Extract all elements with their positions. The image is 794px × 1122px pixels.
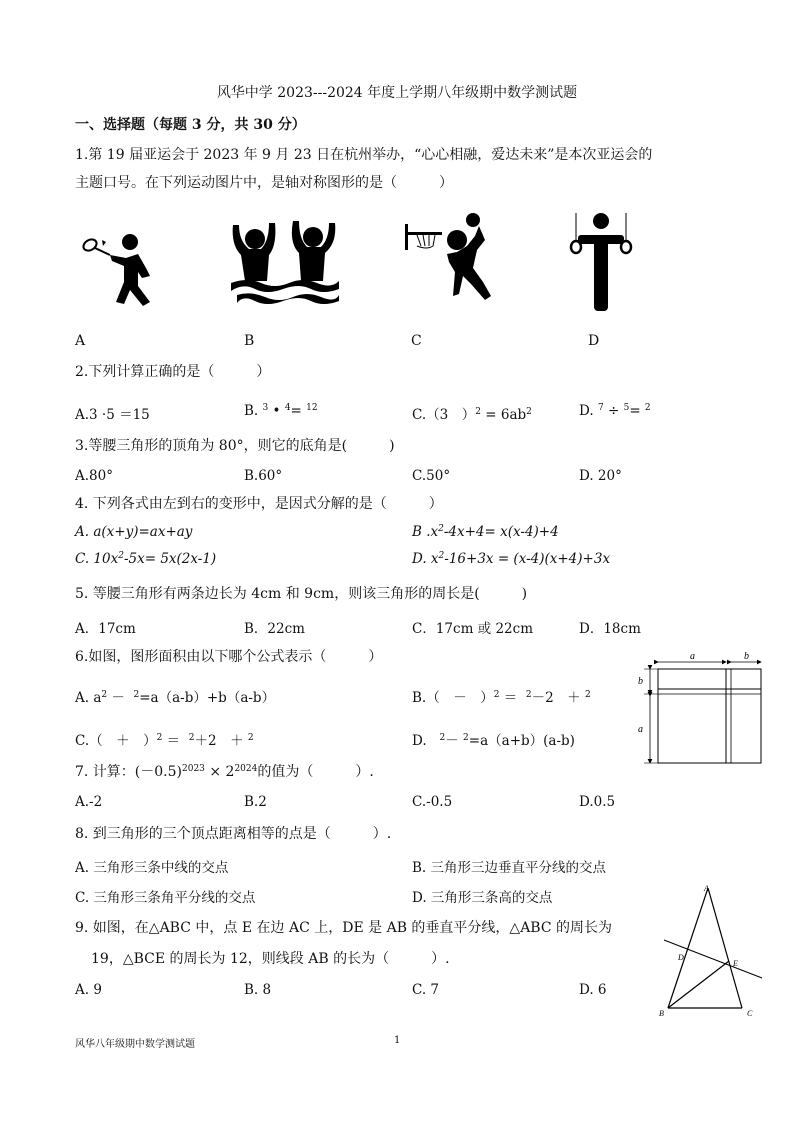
question-9-option-b: B. 8 bbox=[244, 982, 272, 998]
question-8-stem: 8. 到三角形的三个顶点距离相等的点是（ ）. bbox=[75, 826, 392, 842]
basketball-player-image bbox=[405, 210, 500, 308]
question-6-option-c: C.（ ＋ ）$^2$ ＝ $^2$＋2 ＋ $^2$ bbox=[75, 733, 254, 749]
question-3-stem: 3.等腰三角形的顶角为 80°，则它的底角是( ) bbox=[75, 438, 395, 454]
question-8-option-b: B. 三角形三边垂直平分线的交点 bbox=[412, 860, 607, 876]
question-2-option-b: B. $^3$ • $^4$= $^{12}$ bbox=[244, 403, 318, 419]
question-5-option-d: D．18cm bbox=[579, 621, 641, 637]
water-polo-image bbox=[227, 215, 342, 307]
question-9-line-2: 19，△BCE 的周长为 12，则线段 AB 的长为（ ）. bbox=[91, 951, 450, 967]
footer-text: 风华八年级期中数学测试题 bbox=[75, 1039, 195, 1050]
question-4-stem: 4. 下列各式由左到右的变形中，是因式分解的是（ ） bbox=[75, 496, 443, 512]
page-title: 风华中学 2023---2024 年度上学期八年级期中数学测试题 bbox=[216, 85, 578, 101]
fig-label-E: E bbox=[733, 959, 738, 968]
question-3-option-a: A.80° bbox=[75, 468, 113, 484]
fig-label-a-left: a bbox=[638, 724, 643, 735]
question-8-option-c: C. 三角形三条角平分线的交点 bbox=[75, 890, 256, 906]
fig-label-C: C bbox=[747, 1009, 753, 1018]
question-6-stem: 6.如图，图形面积由以下哪个公式表示（ ） bbox=[75, 649, 383, 665]
fig-label-B: B bbox=[659, 1009, 664, 1018]
question-7-option-d: D.0.5 bbox=[579, 794, 616, 810]
question-7-option-a: A.-2 bbox=[75, 794, 103, 810]
question-5-option-b: B．22cm bbox=[244, 621, 305, 637]
page-number: 1 bbox=[394, 1035, 401, 1046]
question-2-option-a: A.3 ·5 ＝15 bbox=[75, 407, 150, 423]
question-3-option-b: B.60° bbox=[244, 468, 283, 484]
question-9-option-c: C. 7 bbox=[412, 982, 440, 998]
section-title: 一、选择题（每题 3 分，共 30 分） bbox=[75, 117, 306, 133]
question-9-line-1: 9. 如图，在△ABC 中，点 E 在边 AC 上，DE 是 AB 的垂直平分线，△ABC 的周长为 bbox=[75, 920, 613, 936]
question-5-option-a: A．17cm bbox=[75, 621, 136, 637]
question-3-option-c: C.50° bbox=[412, 468, 451, 484]
question-6-option-d: D. $^2$－ $^2$=a（a+b）(a-b) bbox=[412, 733, 575, 749]
question-8-option-d: D. 三角形三条高的交点 bbox=[412, 890, 553, 906]
question-1-line-2: 主题口号。在下列运动图片中，是轴对称图形的是（ ） bbox=[75, 175, 453, 191]
option-label-d: D bbox=[588, 333, 600, 349]
question-8-option-a: A. 三角形三条中线的交点 bbox=[75, 860, 229, 876]
question-9-option-a: A. 9 bbox=[75, 982, 102, 998]
question-2-option-d: D. $^7$ ÷ $^5$= $^2$ bbox=[579, 403, 651, 419]
area-square-figure bbox=[630, 648, 765, 766]
question-7-stem: 7. 计算：$(-0.5)^{2023} \times 2^{2024}$的值为（ ）. bbox=[75, 764, 374, 780]
rings-gymnast-image bbox=[566, 213, 636, 313]
question-7-option-b: B.2 bbox=[244, 794, 267, 810]
question-4-option-b: B $.x^2-4x+4= x(x-4)+4$ bbox=[412, 524, 559, 540]
question-2-stem: 2.下列计算正确的是（ ） bbox=[75, 364, 271, 380]
option-label-b: B bbox=[244, 333, 255, 349]
question-2-option-c: C.（3 ）$^2 = 6ab^2$ bbox=[412, 407, 532, 423]
fig-label-D: D bbox=[678, 953, 684, 962]
question-4-option-c: C. $10x^2-5x= 5x(2x-1)$ bbox=[75, 551, 217, 567]
question-9-option-d: D. 6 bbox=[579, 982, 607, 998]
fig-label-A: A bbox=[704, 884, 709, 893]
question-3-option-d: D. 20° bbox=[579, 468, 622, 484]
question-5-option-c: C．17cm 或 22cm bbox=[412, 621, 533, 637]
option-label-a: A bbox=[75, 333, 86, 349]
question-6-option-b: B.（ － ）$^2$ ＝ $^2$－2 ＋ $^2$ bbox=[412, 690, 591, 706]
fig-label-b-left: b bbox=[638, 676, 643, 687]
question-7-option-c: C.-0.5 bbox=[412, 794, 453, 810]
fig-label-b-top: b bbox=[744, 651, 749, 662]
question-4-option-d: D. $x^2-16+3x = (x-4)(x+4)+3x$ bbox=[412, 551, 611, 567]
triangle-figure bbox=[650, 882, 770, 1022]
fig-label-a-top: a bbox=[690, 651, 695, 662]
question-4-option-a: A. a(x+y)=ax+ay bbox=[75, 524, 193, 540]
question-6-option-a: A. $a^2 - ^2=a(a-b)+b(a-b)$ bbox=[75, 690, 276, 706]
question-5-stem: 5. 等腰三角形有两条边长为 4cm 和 9cm，则该三角形的周长是( ) bbox=[75, 586, 528, 602]
badminton-player-image bbox=[80, 228, 170, 308]
question-1-line-1: 1.第 19 届亚运会于 2023 年 9 月 23 日在杭州举办，“心心相融，爱达未来”是本次亚运会的 bbox=[75, 147, 653, 163]
option-label-c: C bbox=[411, 333, 422, 349]
